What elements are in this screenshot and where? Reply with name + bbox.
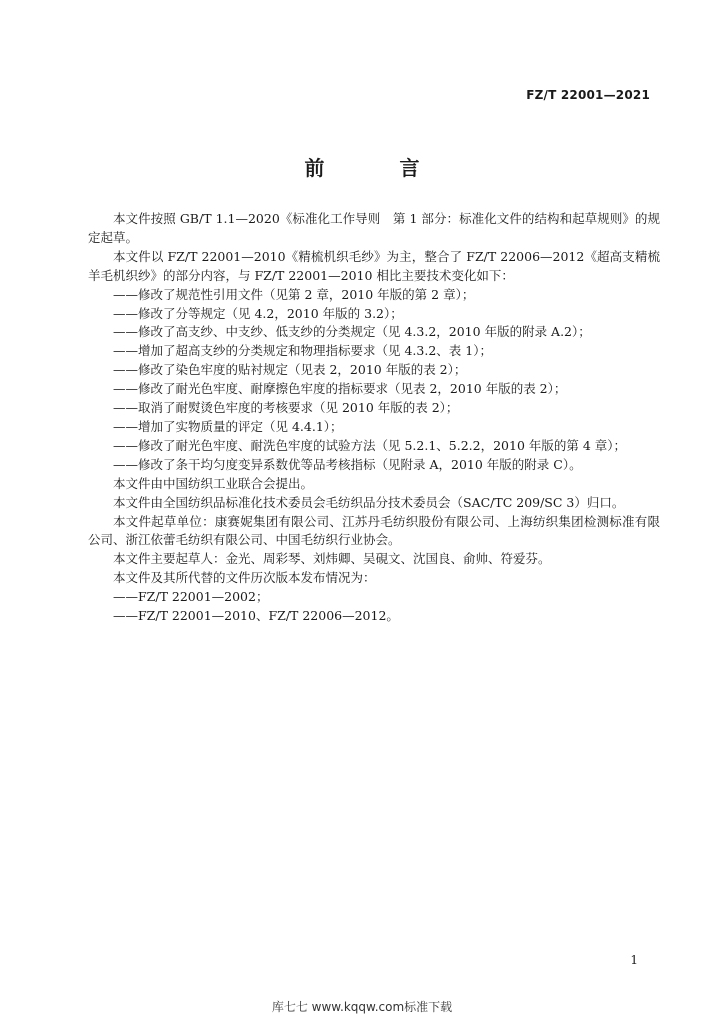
paragraph-committee: 本文件由全国纺织品标准化技术委员会毛纺织品分技术委员会（SAC/TC 209/SC 3）归口。 xyxy=(113,494,625,510)
change-item: ——取消了耐熨烫色牢度的考核要求（见 2010 年版的表 2）； xyxy=(113,400,459,416)
change-item: ——增加了超高支纱的分类规定和物理指标要求（见 4.3.2、表 1）； xyxy=(113,343,492,359)
history-item: ——FZ/T 22001—2002； xyxy=(113,589,269,605)
history-item: ——FZ/T 22001—2010、FZ/T 22006—2012。 xyxy=(113,608,399,624)
change-item: ——修改了染色牢度的贴衬规定（见表 2，2010 年版的表 2）； xyxy=(113,362,467,378)
paragraph-drafting-rule: 本文件按照 GB/T 1.1—2020《标准化工作导则 第 1 部分：标准化文件的结构和起草规则》的规定起草。 xyxy=(88,211,660,245)
change-item: ——修改了高支纱、中支纱、低支纱的分类规定（见 4.3.2，2010 年版的附录 A.2）； xyxy=(113,324,591,340)
paragraph-drafting-units: 本文件起草单位：康赛妮集团有限公司、江苏丹毛纺织股份有限公司、上海纺织集团检测标准有限公司、浙江依蕾毛纺织有限公司、中国毛纺织行业协会。 xyxy=(88,513,660,548)
foreword-body xyxy=(88,210,660,626)
change-item: ——修改了分等规定（见 4.2，2010 年版的 3.2）； xyxy=(113,305,403,321)
download-watermark: 库七七 www.kqqw.com标准下载 xyxy=(271,1000,453,1014)
paragraph-proposer: 本文件由中国纺织工业联合会提出。 xyxy=(113,475,314,491)
change-item: ——修改了耐光色牢度、耐洗色牢度的试验方法（见 5.2.1、5.2.2，2010 年版的第 4 章）； xyxy=(113,437,627,453)
paragraph-history-intro: 本文件及其所代替的文件历次版本发布情况为： xyxy=(113,570,376,586)
change-item: ——增加了实物质量的评定（见 4.4.1）； xyxy=(113,418,343,434)
change-item: ——修改了耐光色牢度、耐摩擦色牢度的指标要求（见表 2，2010 年版的表 2）； xyxy=(113,381,567,397)
standard-number: FZ/T 22001—2021 xyxy=(526,88,650,102)
change-item: ——修改了条干均匀度变异系数优等品考核指标（见附录 A，2010 年版的附录 C）。 xyxy=(113,456,582,472)
page-number: 1 xyxy=(630,953,638,967)
paragraph-drafters: 本文件主要起草人：金光、周彩琴、刘炜卿、吴硯文、沈国良、俞帅、符爱芬。 xyxy=(113,551,551,567)
change-item: ——修改了规范性引用文件（见第 2 章，2010 年版的第 2 章）； xyxy=(113,286,475,302)
paragraph-integration: 本文件以 FZ/T 22001—2010《精梳机织毛纱》为主，整合了 FZ/T 22006—2012《超高支精梳羊毛机织纱》的部分内容，与 FZ/T 22001—2010 相比主要技术变化如下： xyxy=(88,248,660,283)
page-title: 前 言 xyxy=(304,156,454,180)
